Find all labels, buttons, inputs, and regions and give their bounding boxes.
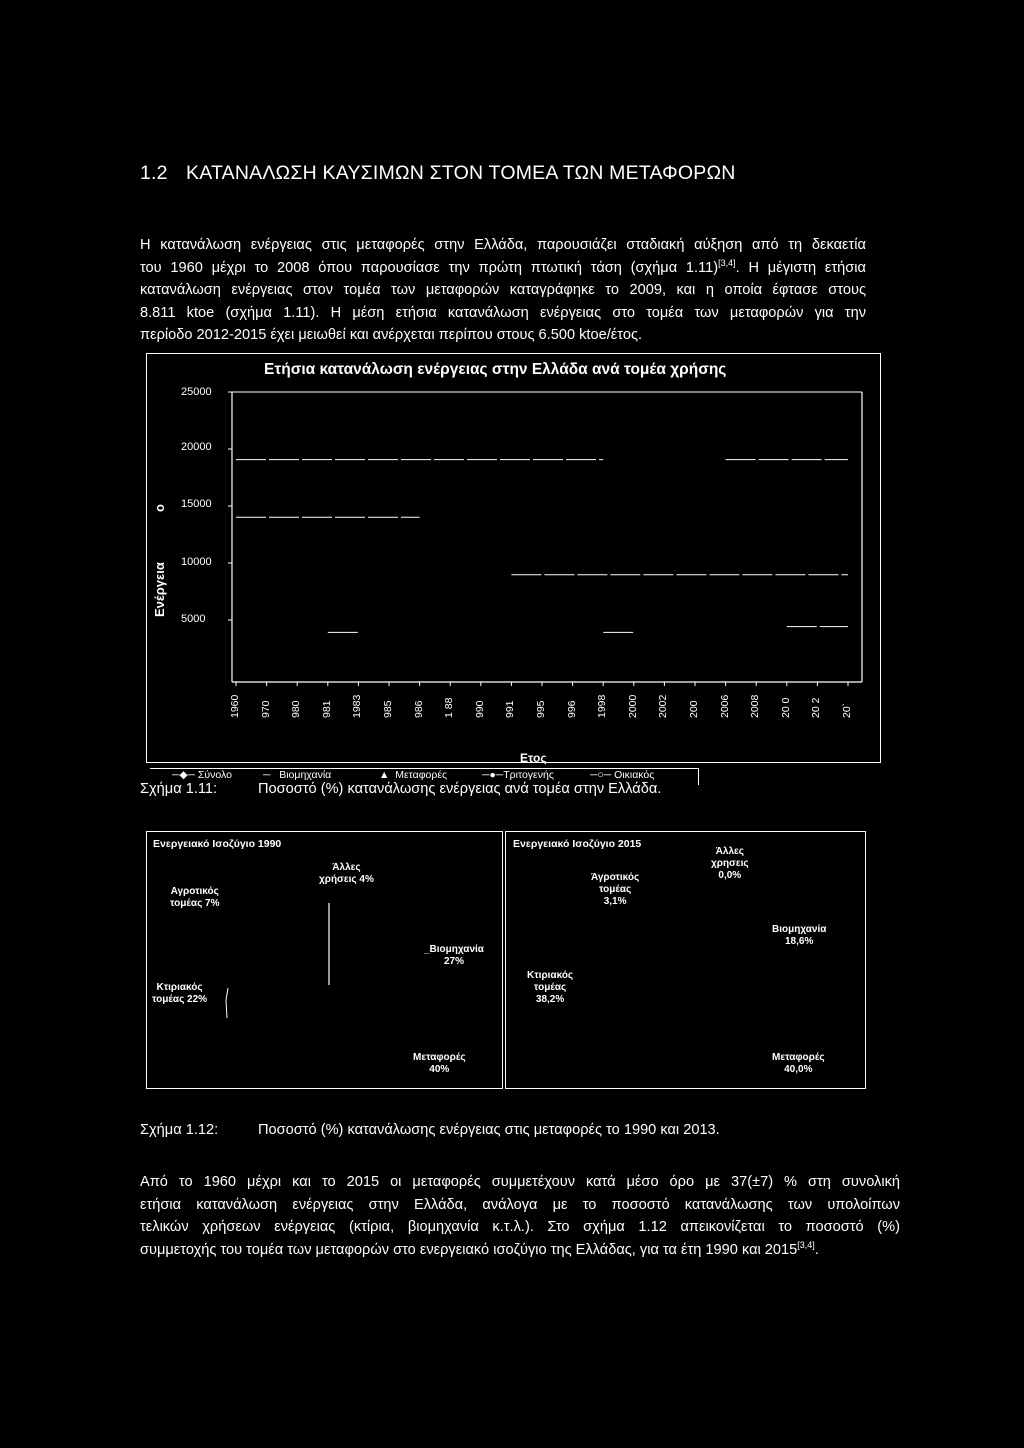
pie-1990-agri-label: Αγροτικός τομέας 7%	[170, 886, 220, 909]
pie-2015-industry-label: Βιομηχανία 18,6%	[772, 924, 827, 947]
x-tick-label: 1998	[596, 694, 609, 718]
y-axis-label-extra: ο	[152, 504, 167, 512]
circle-marker-icon: ─●─	[482, 769, 504, 781]
pie-2015-other-label: Άλλες χρησεις 0,0%	[711, 846, 749, 881]
intro-text: του 1960 μέχρι το 2008 όπου παρουσίασε την πρώτη πτωτική τάση (σχήμα 1.11)	[140, 259, 719, 276]
chart-title: Ετήσια κατανάλωση ενέργειας στην Ελλάδα ανά τομέα χρήσης	[264, 361, 727, 378]
pie-1990-title: Ενεργειακό Ισοζύγιο 1990	[153, 838, 282, 850]
outro-line: ετήσια κατανάλωση ενέργειας στην Ελλάδα, ανάλογα με το ποσοστό κατανάλωσης των υπολοίπων	[140, 1196, 900, 1213]
legend-label: Τριτογενής	[503, 769, 554, 781]
x-tick-label: 985	[382, 700, 394, 718]
x-tick-label: 1983	[351, 694, 364, 718]
x-tick-label: 990	[473, 700, 486, 718]
x-tick-label: 2000	[626, 694, 639, 718]
y-tick-label: 10000	[181, 556, 212, 568]
line-marker-icon: ─	[263, 769, 271, 781]
outro-text: .	[814, 1241, 819, 1258]
legend-label: Οικιακός	[614, 769, 655, 781]
x-tick-label: 986	[412, 700, 425, 718]
intro-line: περίοδο 2012-2015 έχει μειωθεί και ανέρχεται περίπου στους 6.500 ktoe/έτος.	[140, 327, 643, 343]
pie-2015-building-label: Κτιριακός τομέας 38,2%	[527, 970, 574, 1005]
outro-paragraph	[140, 1171, 900, 1261]
triangle-marker-icon: ▲	[379, 769, 390, 781]
pie-1990-building-label: Κτιριακός τομέας 22%	[152, 982, 208, 1005]
open-circle-marker-icon: ─○─	[590, 769, 612, 781]
x-tick-label: 20 2	[810, 697, 823, 718]
x-tick-label: 2006	[718, 694, 731, 718]
intro-line: κατανάλωση ενέργειας στον τομέα των μεταφορών καταγράφηκε το 2009, και η οποία έφτασε στους	[140, 282, 866, 298]
y-tick-label: 5000	[181, 613, 206, 625]
figure-label: Σχήμα 1.11:	[140, 781, 218, 797]
citation: [3,4]	[797, 1239, 815, 1250]
x-tick-label: 1960	[229, 694, 241, 718]
intro-line: 8.811 ktoe (σχήμα 1.11). Η μέση ετήσια κατανάλωση ενέργειας στο τομέα των μεταφορών για την	[140, 304, 866, 321]
x-tick-label: 2008	[749, 694, 762, 718]
y-tick-label: 15000	[181, 498, 212, 510]
outro-line	[140, 1239, 900, 1262]
x-tick-label: 20 0	[779, 697, 792, 718]
legend-label: Σύνολο	[197, 769, 232, 781]
x-tick-label: 1 88	[443, 697, 456, 718]
x-tick-label: 980	[290, 700, 303, 718]
outro-text: συμμετοχής του τομέα των μεταφορών στο ενεργειακό ισοζύγιο της Ελλάδας, για τα έτη 1990 και 2015	[140, 1241, 798, 1258]
figure-label: Σχήμα 1.12:	[140, 1122, 219, 1138]
pie-1990-transport-label: Μεταφορές 40%	[413, 1052, 466, 1075]
x-tick-label: 981	[320, 700, 333, 718]
legend-label: Μεταφορές	[395, 769, 448, 781]
x-tick-label: 200	[688, 700, 700, 718]
outro-line: τελικών χρήσεων ενέργειας (κτίρια, βιομηχανία κ.τ.λ.). Στο σχήμα 1.12 απεικονίζεται το ποσοστό (%)	[140, 1219, 900, 1235]
pie-2015-agri-label: Άγροτικός τομέας 3,1%	[591, 872, 640, 907]
diamond-marker-icon: ─◆─	[172, 769, 195, 781]
intro-text: . Η μέγιστη ετήσια	[735, 259, 866, 276]
pie-1990-industry-label: _Βιομηχανία 27%	[424, 944, 484, 967]
leader-line	[226, 988, 228, 1018]
citation: [3,4]	[718, 257, 736, 268]
y-tick-label: 20000	[181, 441, 212, 453]
section-number: 1.2	[140, 162, 168, 184]
x-tick-label: 996	[565, 700, 578, 718]
figure-caption: Ποσοστό (%) κατανάλωσης ενέργειας ανά τομέα στην Ελλάδα.	[258, 781, 662, 797]
pie-2015-title: Ενεργειακό Ισοζύγιο 2015	[513, 838, 642, 850]
section-title: ΚΑΤΑΝΑΛΩΣΗ ΚΑΥΣΙΜΩΝ ΣΤΟΝ ΤΟΜΕΑ ΤΩΝ ΜΕΤΑΦΟΡΩΝ	[186, 162, 736, 184]
intro-line: Η κατανάλωση ενέργειας στις μεταφορές στην Ελλάδα, παρουσιάζει σταδιακή αύξηση από τη δεκαετία	[140, 237, 866, 253]
pie-1990-other-label: Άλλες χρήσεις 4%	[319, 862, 374, 885]
legend-label: Βιομηχανία	[279, 769, 332, 781]
x-tick-label: 991	[504, 700, 517, 718]
x-tick-label: 2002	[657, 694, 670, 718]
x-tick-label: 970	[259, 700, 272, 718]
figure-caption: Ποσοστό (%) κατανάλωσης ενέργειας στις μεταφορές το 1990 και 2013.	[258, 1122, 720, 1138]
y-axis-label: Ενέργεια	[152, 562, 167, 617]
x-tick-label: 20`	[841, 702, 853, 718]
pie-2015-transport-label: Μεταφορές 40,0%	[772, 1052, 825, 1075]
y-tick-label: 25000	[181, 386, 212, 398]
x-tick-label: 995	[535, 700, 547, 718]
outro-line: Από το 1960 μέχρι και το 2015 οι μεταφορές συμμετέχουν κατά μέσο όρο με 37(±7) % στη συνολική	[140, 1174, 900, 1190]
x-axis-label: Ετος	[520, 751, 547, 765]
